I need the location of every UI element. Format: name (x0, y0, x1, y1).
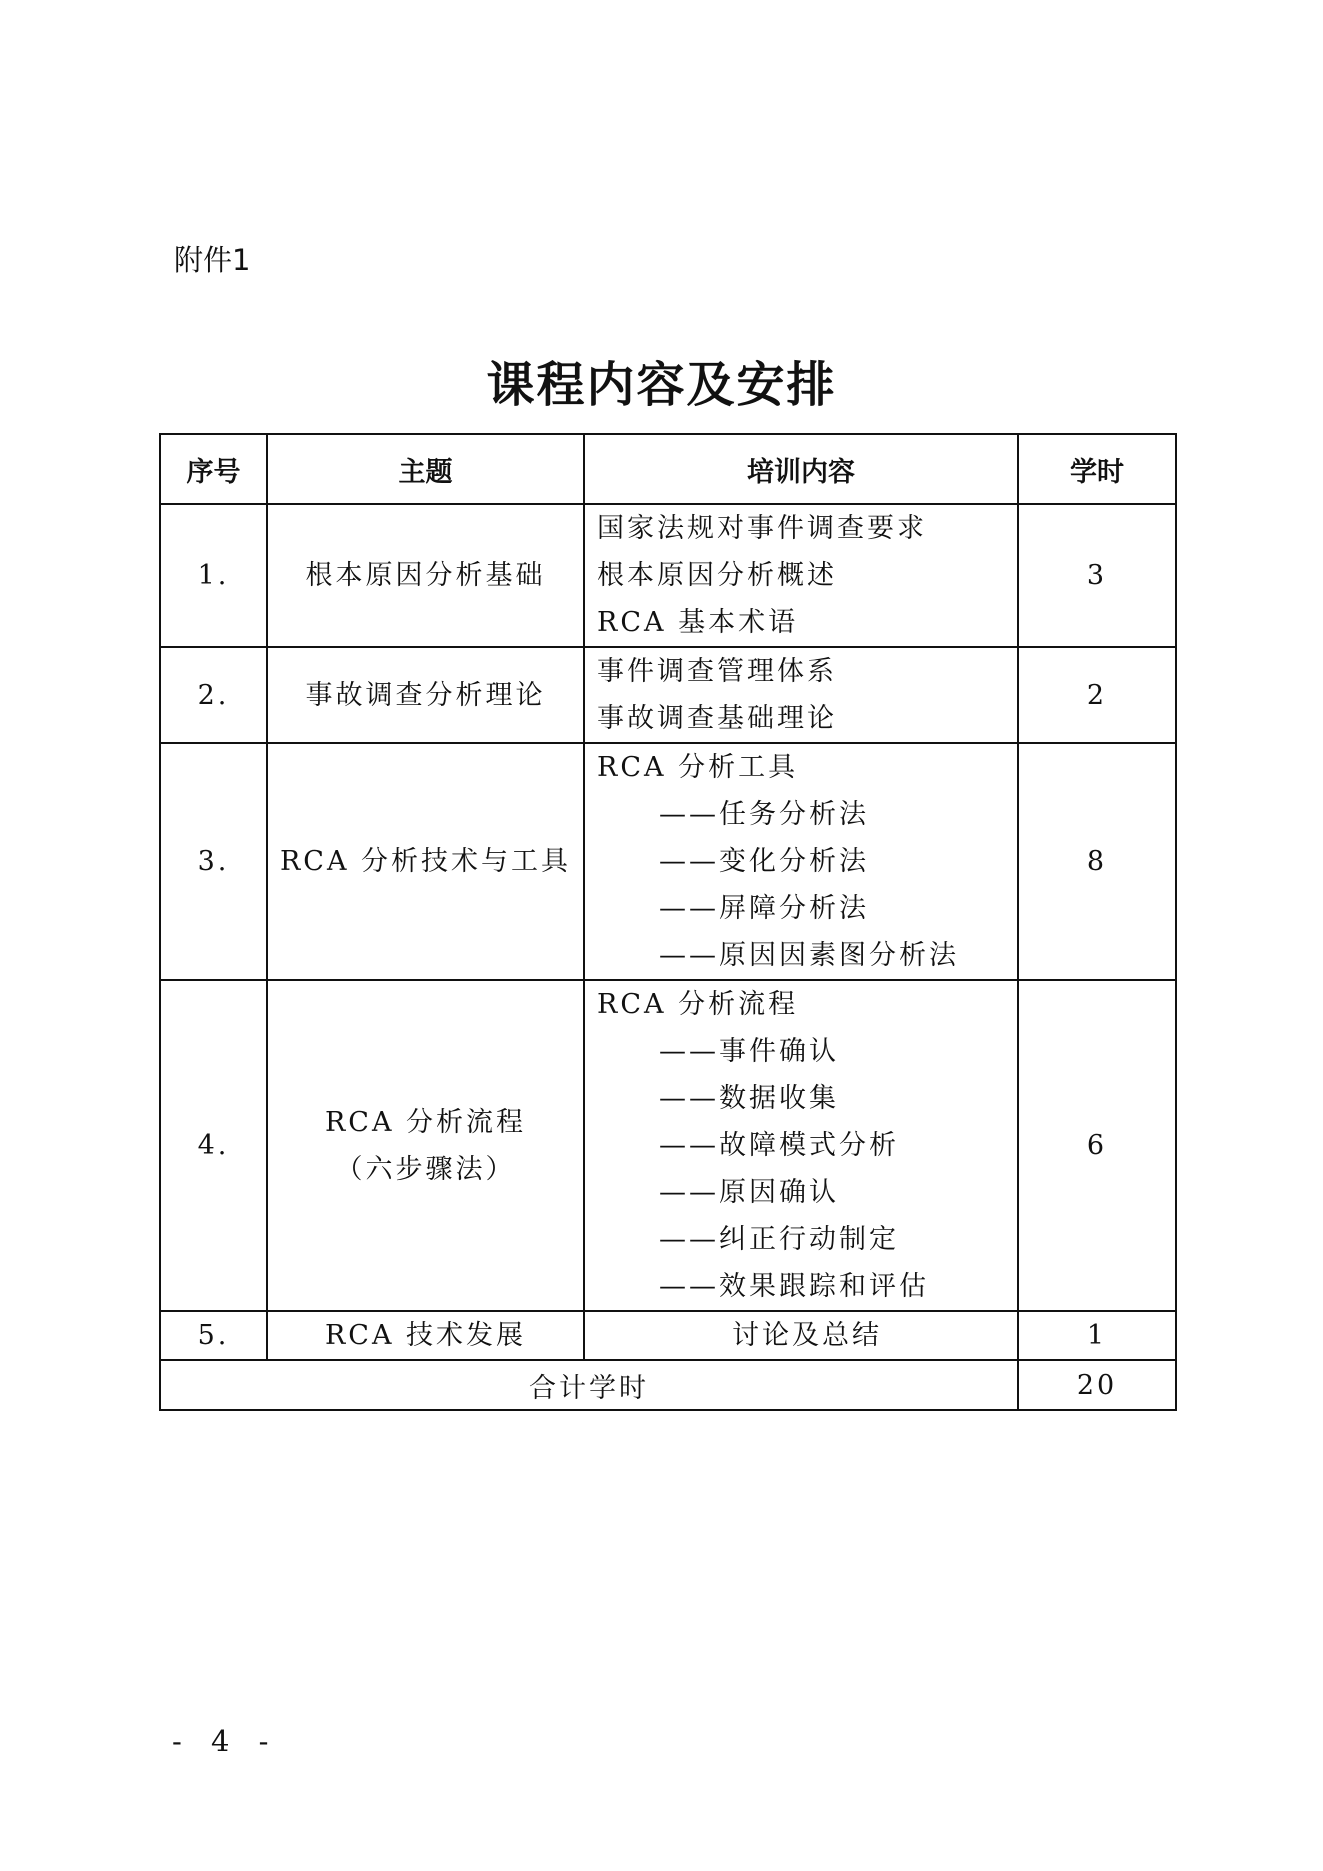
row-number: 2. (160, 647, 267, 743)
content-line: 根本原因分析概述 (597, 560, 837, 591)
row-number: 4. (160, 980, 267, 1311)
row-content (584, 1311, 1018, 1360)
row-topic (267, 504, 584, 647)
topic-line: RCA 分析技术与工具 (279, 846, 572, 877)
row-topic (267, 1311, 584, 1360)
row-hours: 6 (1018, 980, 1176, 1311)
table-header-row (160, 434, 1176, 504)
table-row (160, 980, 1176, 1311)
content-line: ——故障模式分析 (659, 1130, 899, 1161)
content-line: ——事件确认 (659, 1036, 839, 1067)
topic-line: RCA 分析流程 (324, 1106, 527, 1138)
content-line: ——原因确认 (659, 1177, 839, 1208)
row-hours: 3 (1018, 504, 1176, 647)
row-hours: 8 (1018, 743, 1176, 980)
row-content (584, 743, 1018, 980)
header-no: 序号 (160, 434, 267, 504)
course-schedule-table (159, 433, 1177, 1411)
total-hours: 20 (1018, 1360, 1176, 1410)
total-label: 合计学时 (160, 1360, 1018, 1410)
row-number: 1. (160, 504, 267, 647)
content-line: RCA 分析流程 (597, 989, 799, 1020)
content-line: 讨论及总结 (732, 1320, 882, 1351)
row-number: 5. (160, 1311, 267, 1360)
total-row (160, 1360, 1176, 1410)
topic-line: RCA 技术发展 (324, 1320, 527, 1351)
topic-line: 事故调查分析理论 (305, 679, 546, 711)
page-title: 课程内容及安排 (486, 357, 837, 413)
content-line: RCA 分析工具 (597, 752, 799, 783)
row-content (584, 980, 1018, 1311)
header-hours: 学时 (1018, 434, 1176, 504)
table-row (160, 504, 1176, 647)
row-hours: 2 (1018, 647, 1176, 743)
row-topic (267, 980, 584, 1311)
topic-line: 根本原因分析基础 (305, 560, 546, 591)
attachment-label: 附件1 (174, 243, 251, 277)
content-line: 事件调查管理体系 (597, 656, 837, 687)
row-content (584, 647, 1018, 743)
row-content (584, 504, 1018, 647)
content-line: ——效果跟踪和评估 (659, 1271, 929, 1302)
page-number: - 4 - (172, 1724, 279, 1758)
content-line: RCA 基本术语 (597, 607, 799, 638)
content-line: ——任务分析法 (659, 799, 869, 830)
header-content: 培训内容 (584, 434, 1018, 504)
table-row (160, 647, 1176, 743)
content-line: ——纠正行动制定 (659, 1224, 899, 1255)
content-line: ——数据收集 (659, 1083, 839, 1114)
row-topic (267, 647, 584, 743)
table-row (160, 1311, 1176, 1360)
header-topic: 主题 (267, 434, 584, 504)
row-topic (267, 743, 584, 980)
row-number: 3. (160, 743, 267, 980)
content-line: ——屏障分析法 (659, 893, 869, 924)
content-line: 国家法规对事件调查要求 (597, 513, 927, 544)
content-line: ——原因因素图分析法 (659, 940, 959, 971)
table-row (160, 743, 1176, 980)
row-hours: 1 (1018, 1311, 1176, 1360)
topic-line: （六步骤法） (335, 1153, 516, 1185)
content-line: 事故调查基础理论 (597, 703, 837, 734)
content-line: ——变化分析法 (659, 846, 869, 877)
